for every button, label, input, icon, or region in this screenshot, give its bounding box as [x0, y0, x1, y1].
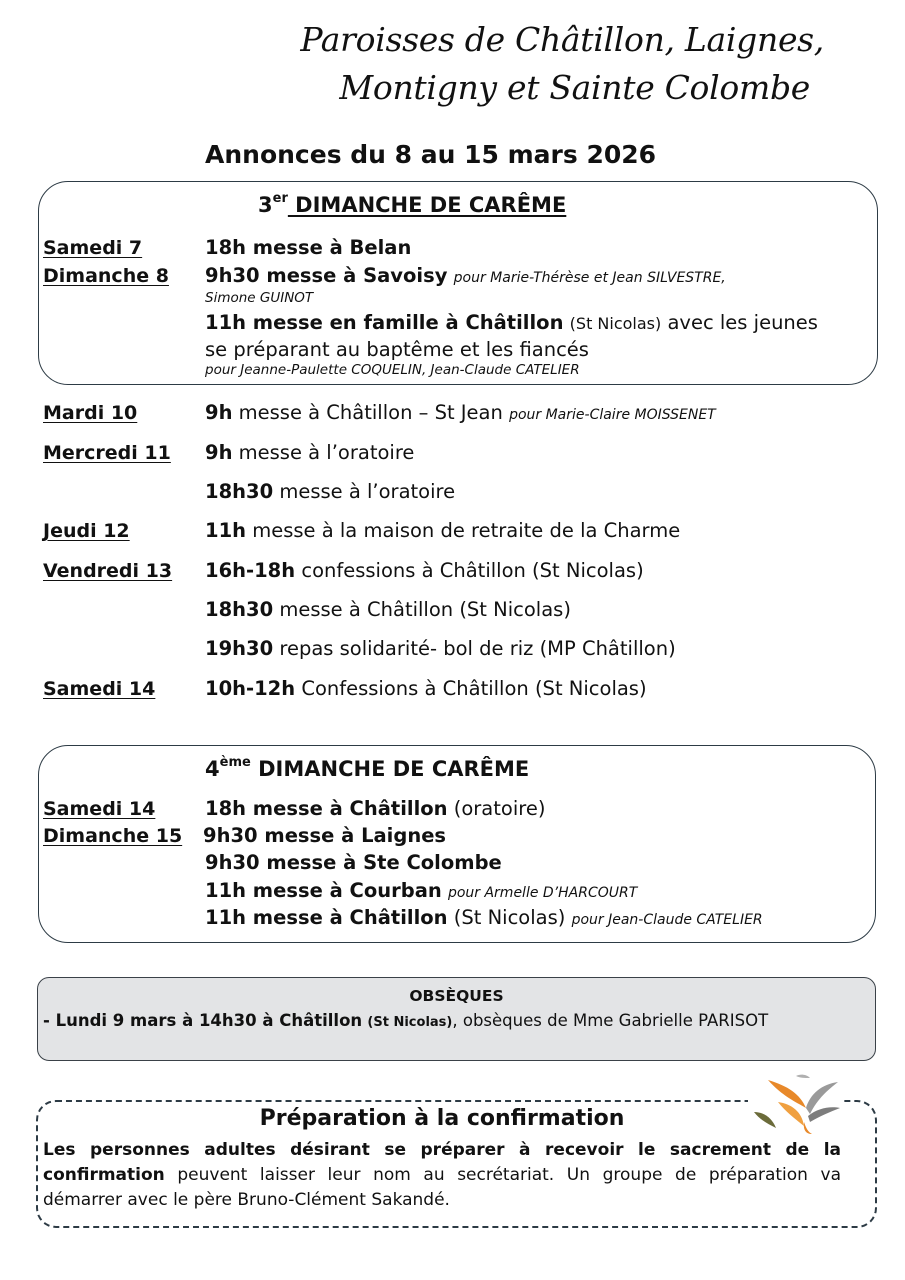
- funerals-line-place: (St Nicolas): [367, 1015, 453, 1030]
- parish-header: [230, 16, 830, 112]
- weekday-text: messe à l’oratoire: [238, 441, 415, 464]
- sunday-4-line-4-bold: 11h messe à Châtillon: [205, 906, 448, 929]
- weekday-entry: [205, 519, 680, 542]
- weekday-time: 9h: [205, 401, 233, 424]
- funerals-line: [43, 1011, 768, 1030]
- weekday-time: 11h: [205, 519, 247, 542]
- sunday-4-dimanche-day: Dimanche 15: [43, 825, 183, 847]
- sunday-3-title: [258, 193, 566, 217]
- sunday-3-mass-2: [205, 311, 818, 334]
- weekday-text: messe à l’oratoire: [279, 480, 456, 503]
- weekday-time: 10h-12h: [205, 677, 296, 700]
- sunday-3-mass-2-bold: 11h messe en famille à Châtillon: [205, 311, 564, 334]
- sunday-3-mass-1: [205, 264, 726, 287]
- weekday-entry: [205, 637, 676, 660]
- weekday-time: 16h-18h: [205, 559, 296, 582]
- sunday-3-mass-1-bold: 9h30 messe à Savoisy: [205, 264, 448, 287]
- weekday-day: Vendredi 13: [43, 560, 173, 582]
- sunday-4-line-3: [205, 879, 637, 902]
- weekday-entry: [205, 480, 455, 503]
- weekday-entry: [205, 559, 644, 582]
- sunday-4-line-3-bold: 11h messe à Courban: [205, 879, 442, 902]
- sunday-4-samedi-rest: (oratoire): [453, 797, 546, 820]
- confirmation-title: Préparation à la confirmation: [259, 1106, 625, 1131]
- sunday-3-samedi-day: Samedi 7: [43, 237, 143, 259]
- sunday-4-samedi-text: [205, 797, 545, 820]
- weekday-text: repas solidarité- bol de riz (MP Châtillon): [279, 637, 676, 660]
- header-line-2: Montigny et Sainte Colombe: [339, 68, 810, 107]
- logo-background: [748, 1072, 844, 1138]
- page-title: Annonces du 8 au 15 mars 2026: [205, 140, 657, 169]
- funerals-title: OBSÈQUES: [409, 987, 504, 1005]
- funerals-line-bold: - Lundi 9 mars à 14h30 à Châtillon: [43, 1011, 363, 1030]
- sunday-4-line-1: [203, 824, 446, 847]
- sunday-4-line-4-intention: pour Jean-Claude CATELIER: [571, 912, 763, 928]
- weekday-entry: [205, 598, 571, 621]
- funerals-line-rest: , obsèques de Mme Gabrielle PARISOT: [452, 1011, 769, 1030]
- sunday-4-sup: ème: [219, 755, 251, 770]
- sunday-4-label: DIMANCHE DE CARÊME: [250, 757, 530, 781]
- confirmation-text-bold: Les personnes adultes désirant se préparer à recevoir le sacrement de la confirmation: [43, 1140, 841, 1185]
- dove-flame-icon: [748, 1072, 844, 1138]
- weekday-text: confessions à Châtillon (St Nicolas): [301, 559, 644, 582]
- weekday-time: 19h30: [205, 637, 274, 660]
- weekday-text: Confessions à Châtillon (St Nicolas): [301, 677, 647, 700]
- confirmation-text-rest: peuvent laisser leur nom au secrétariat. Un groupe de préparation va démarrer avec le père Bruno-Clément Sakandé.: [43, 1165, 841, 1210]
- sunday-4-samedi-day: Samedi 14: [43, 798, 156, 820]
- sunday-4-title: [205, 757, 529, 781]
- header-line-1: Paroisses de Châtillon, Laignes,: [300, 20, 824, 59]
- weekday-time: 9h: [205, 441, 233, 464]
- sunday-4-line-3-intention: pour Armelle D’HARCOURT: [447, 885, 638, 901]
- weekday-day: Samedi 14: [43, 678, 156, 700]
- sunday-3-samedi-text: [205, 236, 411, 259]
- sunday-3-dimanche-day: Dimanche 8: [43, 265, 169, 287]
- weekday-text: messe à Châtillon – St Jean: [238, 401, 503, 424]
- weekday-day: Jeudi 12: [43, 520, 130, 542]
- sunday-3-mass-2-line-2: se préparant au baptême et les fiancés: [205, 338, 589, 361]
- weekday-text: messe à Châtillon (St Nicolas): [279, 598, 571, 621]
- sunday-4-line-1-bold: 9h30 messe à Laignes: [203, 824, 447, 847]
- weekday-intention: pour Marie-Claire MOISSENET: [509, 407, 716, 423]
- sunday-3-label: DIMANCHE DE CARÊME: [287, 193, 567, 217]
- weekday-entry: [205, 441, 414, 464]
- weekday-time: 18h30: [205, 480, 274, 503]
- sunday-3-mass-2-rest: avec les jeunes: [667, 311, 818, 334]
- sunday-3-num: 3: [258, 193, 273, 217]
- confirmation-text: [43, 1138, 841, 1213]
- sunday-4-line-2-bold: 9h30 messe à Ste Colombe: [205, 851, 502, 874]
- sunday-4-samedi-bold: 18h messe à Châtillon: [205, 797, 448, 820]
- weekday-day: Mardi 10: [43, 402, 138, 424]
- sunday-4-num: 4: [205, 757, 220, 781]
- sunday-4-line-4: [205, 906, 763, 929]
- weekday-text: messe à la maison de retraite de la Charme: [252, 519, 681, 542]
- sunday-4-line-2: [205, 851, 502, 874]
- sunday-3-mass-2-place: (St Nicolas): [569, 314, 662, 333]
- sunday-3-mass-1-intention-2: Simone GUINOT: [205, 290, 314, 306]
- sunday-3-samedi-bold: 18h messe à Belan: [205, 236, 412, 259]
- sunday-3-mass-1-intention: pour Marie-Thérèse et Jean SILVESTRE,: [453, 270, 726, 286]
- sunday-3-sup: er: [272, 191, 288, 206]
- sunday-3-mass-2-intention: pour Jeanne-Paulette COQUELIN, Jean-Claude CATELIER: [205, 362, 580, 378]
- sunday-4-line-4-rest: (St Nicolas): [453, 906, 566, 929]
- weekday-entry: [205, 401, 716, 424]
- weekday-day: Mercredi 11: [43, 442, 171, 464]
- weekday-entry: [205, 677, 647, 700]
- weekday-time: 18h30: [205, 598, 274, 621]
